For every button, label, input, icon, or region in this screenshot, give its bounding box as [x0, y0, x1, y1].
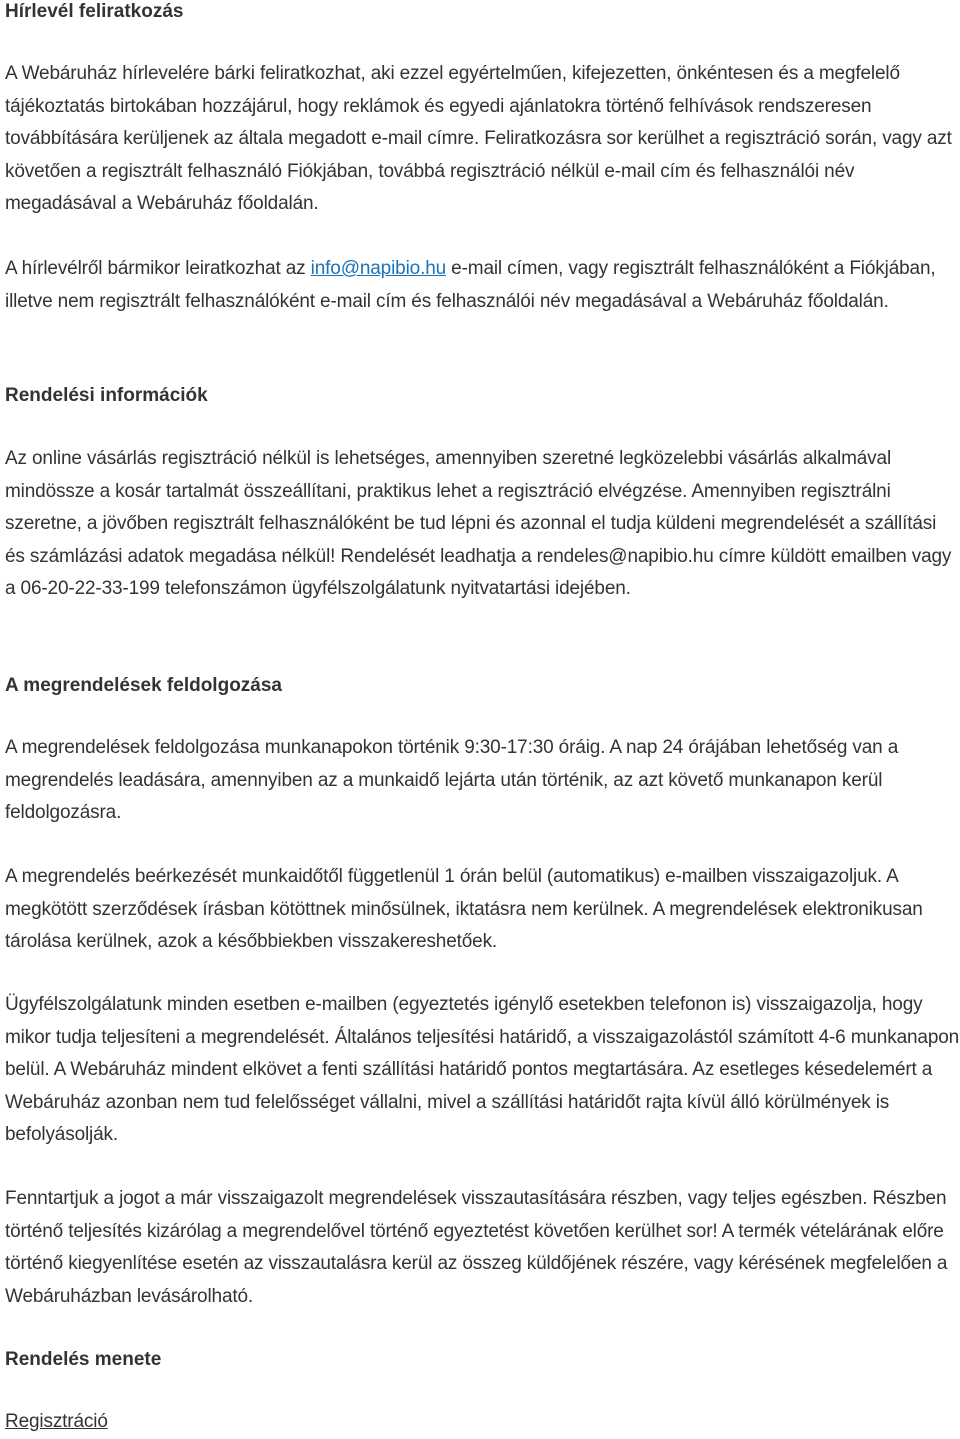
ordering-info-heading: Rendelési információk	[5, 385, 208, 406]
processing-heading-block	[5, 674, 960, 698]
unsubscribe-text-after: e-mail címen, vagy regisztrált felhasználóként a Fiókjában, illetve nem regisztrált felhasználóként e-mail cím és felhasználói név megadásával a Webáruház főoldalán.	[5, 258, 936, 312]
processing-paragraph-4: Fenntartjuk a jogot a már visszaigazolt megrendelések visszautasítására részben, vagy teljes egészben. Részben történő teljesítés kizárólag a megrendelővel történő egyeztetést követően kerülhet sor! A termék vételárának előre történő kiegyenlítése esetén az visszautalásra kerül az összeg küldőjének részére, vagy kérésének megfelelően a Webáruházban levásárolható.	[5, 1188, 948, 1307]
newsletter-paragraph-1-block	[5, 58, 960, 221]
newsletter-paragraph-1: A Webáruház hírlevelére bárki feliratkozhat, aki ezzel egyértelműen, kifejezetten, önkéntesen és a megfelelő tájékoztatás birtokában hozzájárul, hogy reklámok és egyedi ajánlatokra történő felhívások rendszeresen továbbítására kerüljenek az általa megadott e-mail címre. Feliratkozásra sor kerülhet a regisztráció során, vagy azt követően a regisztrált felhasználó Fiókjában, továbbá regisztráció nélkül e-mail cím és felhasználói név megadásával a Webáruház főoldalán.	[5, 63, 952, 214]
processing-paragraph-1: A megrendelések feldolgozása munkanapokon történik 9:30-17:30 óráig. A nap 24 órájában lehetőség van a megrendelés leadására, amennyiben az a munkaidő lejárta után történik, az azt követő munkanapon kerül feldolgozásra.	[5, 737, 899, 823]
processing-paragraph-2: A megrendelés beérkezését munkaidőtől függetlenül 1 órán belül (automatikus) e-mailben visszaigazoljuk. A megkötött szerződések írásban kötöttnek minősülnek, iktatásra nem kerülnek. A megrendelések elektronikusan tárolása kerülnek, azok a későbbiekben visszakereshetőek.	[5, 866, 923, 952]
order-process-heading: Rendelés menete	[5, 1349, 162, 1370]
newsletter-heading-block	[5, 0, 960, 24]
unsubscribe-text-before: A hírlevélről bármikor leiratkozhat az	[5, 258, 311, 279]
ordering-info-heading-block	[5, 384, 960, 408]
processing-paragraph-1-block	[5, 732, 960, 830]
registration-link-block	[5, 1406, 960, 1439]
processing-paragraph-3: Ügyfélszolgálatunk minden esetben e-mailben (egyeztetés igénylő esetekben telefonon is) visszaigazolja, hogy mikor tudja teljesíteni a megrendelését. Általános teljesítési határidő, a visszaigazolástól számított 4-6 munkanapon belül. A Webáruház mindent elkövet a fenti szállítási határidő pontos megtartására. Az esetleges késedelemért a Webáruház azonban nem tud felelősséget vállalni, mivel a szállítási határidőt rajta kívül álló körülmények is befolyásolják.	[5, 994, 960, 1145]
newsletter-heading: Hírlevél feliratkozás	[5, 1, 184, 22]
processing-paragraph-4-block	[5, 1183, 960, 1313]
ordering-info-paragraph: Az online vásárlás regisztráció nélkül is lehetséges, amennyiben szeretné legközelebbi vásárlás alkalmával mindössze a kosár tartalmát összeállítani, praktikus lehet a regisztráció elvégzése. Amennyiben regisztrálni szeretne, a jövőben regisztrált felhasználóként be tud lépni és azonnal el tudja küldeni megrendelését a szállítási és számlázási adatok megadása nélkül! Rendelését leadhatja a rendeles@napibio.hu címre küldött emailben vagy a 06-20-22-33-199 telefonszámon ügyfélszolgálatunk nyitvatartási idejében.	[5, 448, 952, 599]
order-process-heading-block	[5, 1348, 960, 1372]
processing-paragraph-2-block	[5, 861, 960, 959]
unsubscribe-email-link[interactable]: info@napibio.hu	[310, 258, 447, 279]
registration-link-paragraph	[5, 1406, 960, 1439]
processing-heading: A megrendelések feldolgozása	[5, 675, 283, 696]
registration-link[interactable]: Regisztráció	[5, 1411, 108, 1432]
ordering-info-paragraph-block	[5, 443, 960, 606]
newsletter-paragraph-2	[5, 253, 960, 318]
processing-paragraph-3-block	[5, 989, 960, 1152]
newsletter-paragraph-2-block	[5, 253, 960, 318]
